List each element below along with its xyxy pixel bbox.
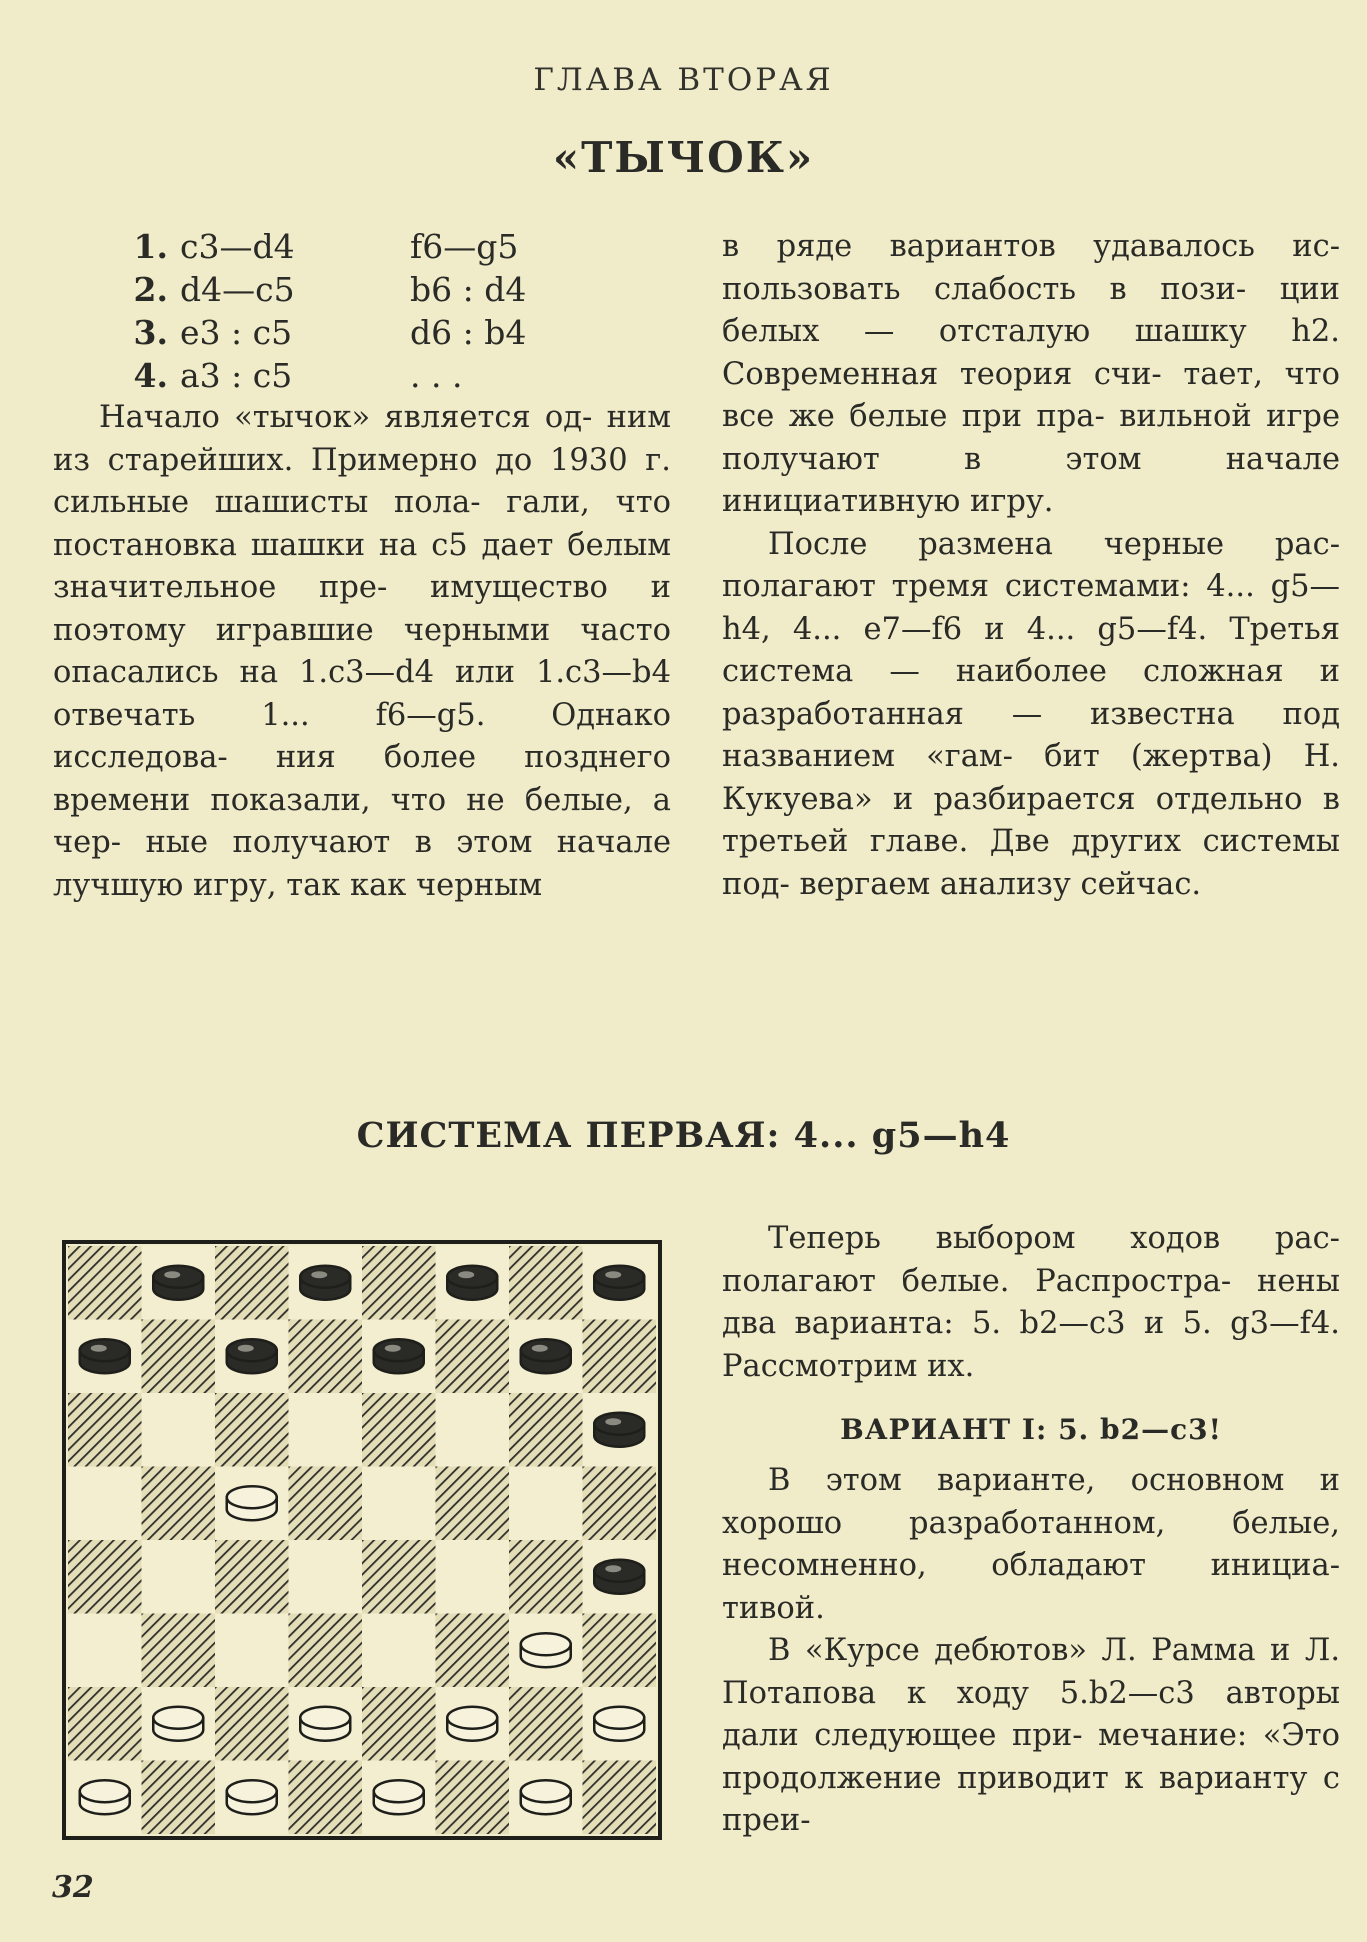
paragraph: Теперь выбором ходов рас- полагают белые. Распростра- нены два варианта: 5. b2—c3 и 5. g3—f4. Рассмотрим их.	[722, 1221, 1340, 1384]
white-piece-h2	[594, 1707, 644, 1741]
white-piece-d2	[300, 1707, 350, 1741]
board-square-a8	[68, 1246, 142, 1320]
paragraph: Начало «тычок» является од- ним из старейших. Примерно до 1930 г. сильные шашисты пола- гали, что постановка шашки на c5 дает белым значительное пре- имущество и поэтому игравшие черными часто опасались на 1.c3—d4 или 1.c3—b4 отвечать 1... f6—g5. Однако исследова- ния более позднего времени показали, что не белые, а чер- ные получают в этом начале лучшую игру, так как черным	[53, 400, 671, 903]
board-square-f7	[436, 1320, 510, 1394]
white-piece-c1	[227, 1780, 277, 1814]
white-move: d4—c5	[180, 270, 295, 309]
board-square-e6	[362, 1393, 436, 1467]
board-square-c8	[215, 1246, 289, 1320]
move-number: 3.	[133, 313, 168, 352]
board-square-e5	[362, 1467, 436, 1541]
paragraph: В «Курсе дебютов» Л. Рамма и Л. Потапова к ходу 5.b2—c3 авторы дали следующее при- мечание: «Это продолжение приводит к варианту с преи-	[722, 1633, 1341, 1838]
board-square-b6	[142, 1393, 216, 1467]
black-move: b6 : d4	[410, 270, 527, 309]
move-row	[128, 268, 608, 311]
black-piece-d8	[300, 1266, 350, 1300]
board-square-d3	[289, 1614, 363, 1688]
board-square-a5	[68, 1467, 142, 1541]
white-piece-c5	[227, 1486, 277, 1520]
board-square-f3	[436, 1614, 510, 1688]
board-square-b4	[142, 1540, 216, 1614]
opening-moves	[128, 225, 608, 397]
paragraph: После размена черные рас- полагают тремя системами: 4... g5—h4, 4... e7—f6 и 4... g5—f4. Третья система — наиболее сложная и разработанная — известна под названием «гам- бит (жертва) Н. Кукуева» и разбирается отдельно в третьей главе. Две других системы под- вергаем анализу сейчас.	[722, 526, 1340, 902]
board-square-h7	[583, 1320, 657, 1394]
board-square-d7	[289, 1320, 363, 1394]
white-piece-b2	[153, 1707, 203, 1741]
board-square-d5	[289, 1467, 363, 1541]
black-piece-a7	[80, 1339, 130, 1373]
black-piece-h4	[594, 1560, 644, 1594]
board-square-c2	[215, 1687, 289, 1761]
board-square-h5	[583, 1467, 657, 1541]
white-piece-e1	[374, 1780, 424, 1814]
black-move: d6 : b4	[410, 313, 527, 352]
board-square-f4	[436, 1540, 510, 1614]
right-column-lower-text	[722, 1218, 1340, 1843]
board-square-g8	[509, 1246, 583, 1320]
board-square-d6	[289, 1393, 363, 1467]
board-square-a4	[68, 1540, 142, 1614]
black-move: f6—g5	[410, 227, 519, 266]
black-piece-h6	[594, 1413, 644, 1447]
board-square-e3	[362, 1614, 436, 1688]
system-heading: СИСТЕМА ПЕРВАЯ: 4... g5—h4	[356, 1115, 1011, 1156]
board-square-g5	[509, 1467, 583, 1541]
checkers-board-diagram	[62, 1240, 662, 1840]
board-square-a3	[68, 1614, 142, 1688]
board-square-a6	[68, 1393, 142, 1467]
black-move: . . .	[410, 356, 463, 395]
white-piece-g1	[521, 1780, 571, 1814]
board-square-h3	[583, 1614, 657, 1688]
board-square-g2	[509, 1687, 583, 1761]
black-piece-h8	[594, 1266, 644, 1300]
move-number: 1.	[133, 227, 168, 266]
chapter-label: ГЛАВА ВТОРАЯ	[533, 62, 834, 98]
board-square-e2	[362, 1687, 436, 1761]
board-square-b5	[142, 1467, 216, 1541]
board-square-g4	[509, 1540, 583, 1614]
white-move: a3 : c5	[180, 356, 293, 395]
move-number: 2.	[133, 270, 168, 309]
black-piece-f8	[447, 1266, 497, 1300]
white-piece-g3	[521, 1633, 571, 1667]
board-square-f5	[436, 1467, 510, 1541]
chapter-title: «ТЫЧОК»	[552, 133, 815, 182]
board-square-c4	[215, 1540, 289, 1614]
white-piece-a1	[80, 1780, 130, 1814]
move-number: 4.	[133, 356, 168, 395]
board-square-d4	[289, 1540, 363, 1614]
black-piece-e7	[374, 1339, 424, 1373]
board-square-c3	[215, 1614, 289, 1688]
white-move: c3—d4	[180, 227, 295, 266]
board-square-c6	[215, 1393, 289, 1467]
board-square-d1	[289, 1761, 363, 1835]
right-column-text	[722, 226, 1340, 906]
board-square-h1	[583, 1761, 657, 1835]
paragraph: в ряде вариантов удавалось ис- пользовать слабость в пози- ции белых — отсталую шашку h2. Современная теория счи- тает, что все же белые при пра- вильной игре получают в этом начале инициативную игру.	[722, 229, 1341, 519]
board-square-g6	[509, 1393, 583, 1467]
paragraph: В этом варианте, основном и хорошо разработанном, белые, несомненно, обладают инициа- тивой.	[722, 1463, 1340, 1626]
page-number: 32	[52, 1870, 94, 1905]
board-square-e4	[362, 1540, 436, 1614]
move-row	[128, 354, 608, 397]
white-piece-f2	[447, 1707, 497, 1741]
board-square-a2	[68, 1687, 142, 1761]
board-square-b7	[142, 1320, 216, 1394]
black-piece-c7	[227, 1339, 277, 1373]
white-move: e3 : c5	[180, 313, 293, 352]
board-svg	[62, 1240, 662, 1840]
black-piece-b8	[153, 1266, 203, 1300]
board-square-e8	[362, 1246, 436, 1320]
left-column-text	[53, 397, 671, 907]
variant-heading: ВАРИАНТ I: 5. b2—c3!	[840, 1413, 1222, 1446]
move-row	[128, 225, 608, 268]
board-square-b1	[142, 1761, 216, 1835]
board-square-f6	[436, 1393, 510, 1467]
move-row	[128, 311, 608, 354]
board-square-b3	[142, 1614, 216, 1688]
black-piece-g7	[521, 1339, 571, 1373]
board-square-f1	[436, 1761, 510, 1835]
